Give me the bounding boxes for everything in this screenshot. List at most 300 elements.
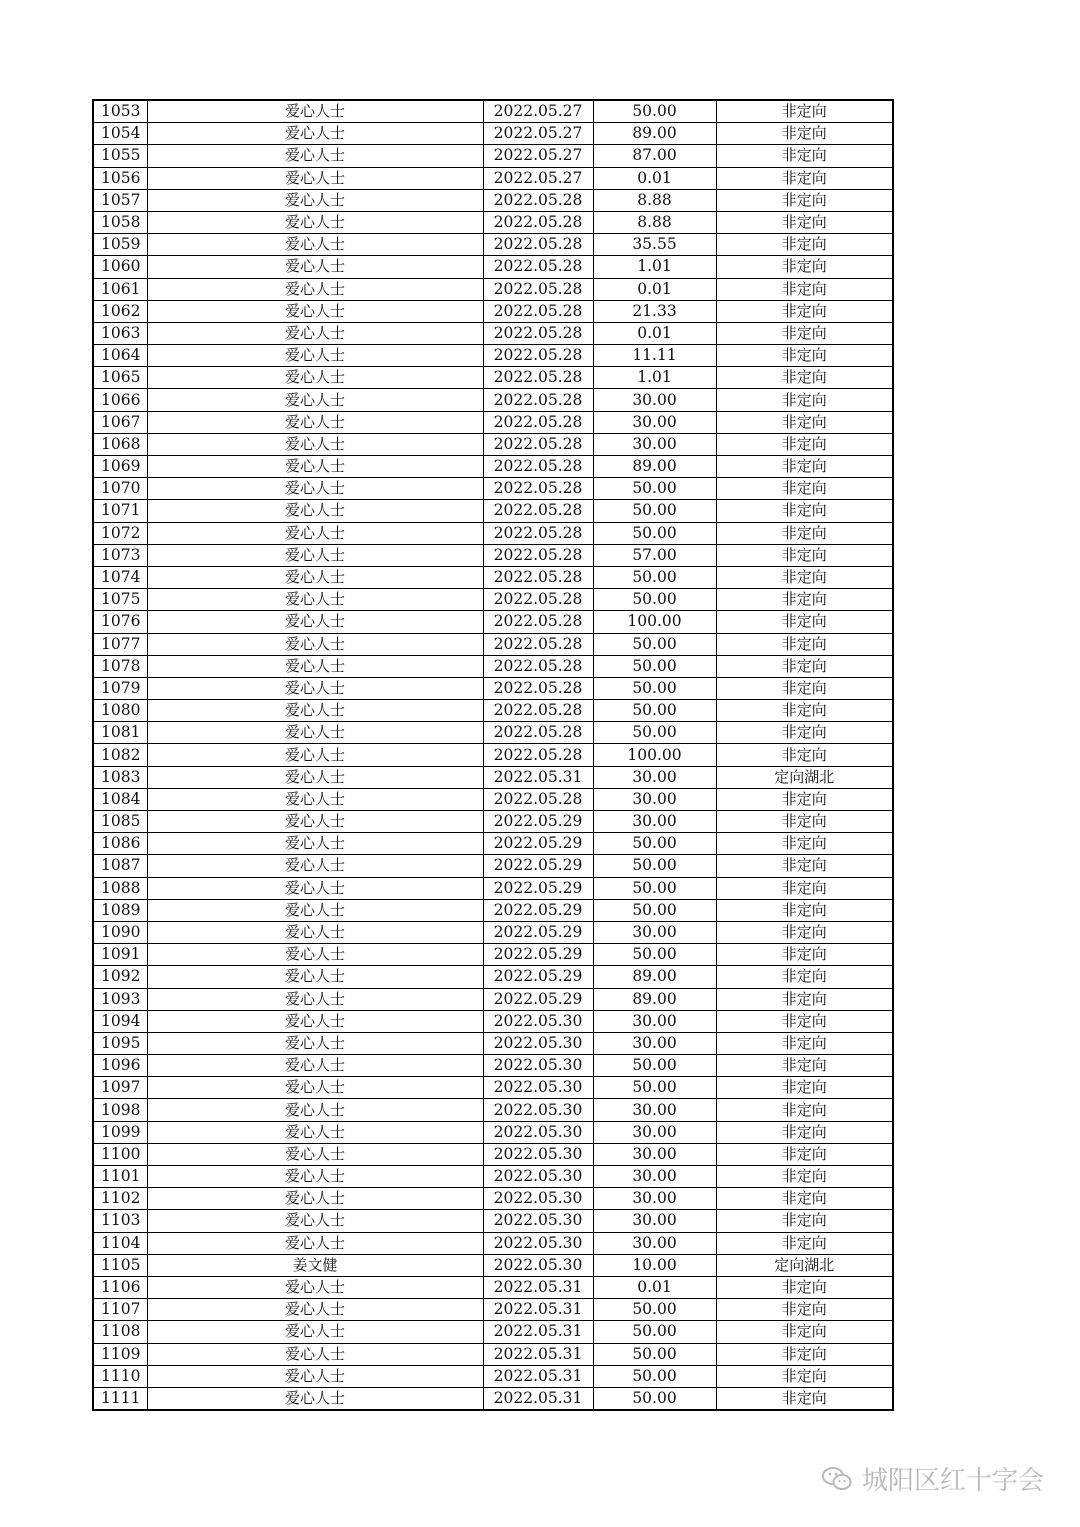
donation-date-cell: 2022.05.28	[483, 700, 593, 722]
row-number-cell: 1088	[93, 877, 147, 899]
row-number-cell: 1064	[93, 345, 147, 367]
donor-name-cell: 爱心人士	[147, 1343, 483, 1365]
donation-date-cell: 2022.05.31	[483, 1299, 593, 1321]
table-row	[93, 788, 893, 810]
donation-direction-cell: 非定向	[716, 677, 893, 699]
row-number-cell: 1067	[93, 411, 147, 433]
donation-direction-cell: 非定向	[716, 877, 893, 899]
table-row	[93, 389, 893, 411]
row-number-cell: 1095	[93, 1032, 147, 1054]
donor-name-cell: 爱心人士	[147, 145, 483, 167]
row-number-cell: 1093	[93, 988, 147, 1010]
donor-name-cell: 爱心人士	[147, 256, 483, 278]
donation-date-cell: 2022.05.27	[483, 145, 593, 167]
donation-date-cell: 2022.05.28	[483, 633, 593, 655]
table-row	[93, 1232, 893, 1254]
row-number-cell: 1105	[93, 1254, 147, 1276]
row-number-cell: 1068	[93, 433, 147, 455]
donor-name-cell: 爱心人士	[147, 1276, 483, 1298]
donation-direction-cell: 非定向	[716, 633, 893, 655]
donor-name-cell: 爱心人士	[147, 700, 483, 722]
donation-date-cell: 2022.05.29	[483, 811, 593, 833]
donation-date-cell: 2022.05.28	[483, 677, 593, 699]
donation-amount-cell: 50.00	[593, 633, 716, 655]
donor-name-cell: 爱心人士	[147, 744, 483, 766]
row-number-cell: 1082	[93, 744, 147, 766]
table-row	[93, 611, 893, 633]
row-number-cell: 1062	[93, 300, 147, 322]
donation-amount-cell: 30.00	[593, 1099, 716, 1121]
table-row	[93, 1166, 893, 1188]
donation-direction-cell: 非定向	[716, 211, 893, 233]
donation-date-cell: 2022.05.28	[483, 500, 593, 522]
donor-name-cell: 爱心人士	[147, 1055, 483, 1077]
row-number-cell: 1056	[93, 167, 147, 189]
donation-direction-cell: 非定向	[716, 1232, 893, 1254]
donation-amount-cell: 30.00	[593, 1166, 716, 1188]
donation-direction-cell: 非定向	[716, 234, 893, 256]
donor-name-cell: 爱心人士	[147, 478, 483, 500]
donation-direction-cell: 非定向	[716, 833, 893, 855]
table-row	[93, 1210, 893, 1232]
row-number-cell: 1065	[93, 367, 147, 389]
row-number-cell: 1098	[93, 1099, 147, 1121]
donation-direction-cell: 非定向	[716, 1010, 893, 1032]
donation-date-cell: 2022.05.28	[483, 522, 593, 544]
table-row	[93, 988, 893, 1010]
donation-amount-cell: 0.01	[593, 278, 716, 300]
donor-name-cell: 爱心人士	[147, 988, 483, 1010]
donor-name-cell: 爱心人士	[147, 1365, 483, 1387]
donation-date-cell: 2022.05.30	[483, 1210, 593, 1232]
donation-date-cell: 2022.05.28	[483, 411, 593, 433]
donation-amount-cell: 30.00	[593, 1232, 716, 1254]
donation-date-cell: 2022.05.29	[483, 833, 593, 855]
donor-name-cell: 爱心人士	[147, 278, 483, 300]
donation-amount-cell: 50.00	[593, 589, 716, 611]
donor-name-cell: 爱心人士	[147, 811, 483, 833]
donor-name-cell: 爱心人士	[147, 411, 483, 433]
row-number-cell: 1103	[93, 1210, 147, 1232]
donation-amount-cell: 50.00	[593, 478, 716, 500]
table-row	[93, 189, 893, 211]
donation-direction-cell: 非定向	[716, 300, 893, 322]
donation-amount-cell: 30.00	[593, 811, 716, 833]
donation-amount-cell: 50.00	[593, 522, 716, 544]
row-number-cell: 1066	[93, 389, 147, 411]
donation-amount-cell: 89.00	[593, 456, 716, 478]
donor-name-cell: 爱心人士	[147, 833, 483, 855]
donation-direction-cell: 非定向	[716, 478, 893, 500]
donor-name-cell: 爱心人士	[147, 1099, 483, 1121]
donor-name-cell: 爱心人士	[147, 921, 483, 943]
donor-name-cell: 爱心人士	[147, 1166, 483, 1188]
table-row	[93, 1032, 893, 1054]
donation-direction-cell: 非定向	[716, 589, 893, 611]
donation-amount-cell: 30.00	[593, 389, 716, 411]
row-number-cell: 1102	[93, 1188, 147, 1210]
table-row	[93, 478, 893, 500]
donation-direction-cell: 非定向	[716, 456, 893, 478]
donation-direction-cell: 非定向	[716, 811, 893, 833]
donation-date-cell: 2022.05.28	[483, 256, 593, 278]
donation-amount-cell: 50.00	[593, 500, 716, 522]
table-row	[93, 677, 893, 699]
table-row	[93, 655, 893, 677]
donation-date-cell: 2022.05.28	[483, 544, 593, 566]
donation-amount-cell: 30.00	[593, 1010, 716, 1032]
row-number-cell: 1099	[93, 1121, 147, 1143]
row-number-cell: 1096	[93, 1055, 147, 1077]
donation-direction-cell: 非定向	[716, 411, 893, 433]
donor-name-cell: 爱心人士	[147, 877, 483, 899]
donor-name-cell: 爱心人士	[147, 167, 483, 189]
donation-amount-cell: 30.00	[593, 1032, 716, 1054]
donation-amount-cell: 50.00	[593, 1299, 716, 1321]
table-row	[93, 855, 893, 877]
donor-name-cell: 爱心人士	[147, 300, 483, 322]
donation-direction-cell: 非定向	[716, 522, 893, 544]
donation-date-cell: 2022.05.28	[483, 744, 593, 766]
donation-direction-cell: 非定向	[716, 145, 893, 167]
donation-direction-cell: 非定向	[716, 1365, 893, 1387]
donation-amount-cell: 100.00	[593, 611, 716, 633]
donation-date-cell: 2022.05.28	[483, 788, 593, 810]
row-number-cell: 1094	[93, 1010, 147, 1032]
donation-amount-cell: 30.00	[593, 1143, 716, 1165]
donation-direction-cell: 定向湖北	[716, 1254, 893, 1276]
row-number-cell: 1100	[93, 1143, 147, 1165]
donation-amount-cell: 50.00	[593, 566, 716, 588]
table-row	[93, 1343, 893, 1365]
row-number-cell: 1108	[93, 1321, 147, 1343]
donation-direction-cell: 非定向	[716, 1077, 893, 1099]
donor-name-cell: 爱心人士	[147, 322, 483, 344]
donation-direction-cell: 非定向	[716, 944, 893, 966]
donor-name-cell: 爱心人士	[147, 500, 483, 522]
donor-name-cell: 爱心人士	[147, 655, 483, 677]
row-number-cell: 1054	[93, 123, 147, 145]
table-row	[93, 766, 893, 788]
donation-amount-cell: 30.00	[593, 411, 716, 433]
row-number-cell: 1075	[93, 589, 147, 611]
donation-date-cell: 2022.05.27	[483, 100, 593, 123]
table-row	[93, 123, 893, 145]
row-number-cell: 1083	[93, 766, 147, 788]
donor-name-cell: 爱心人士	[147, 1232, 483, 1254]
donation-direction-cell: 非定向	[716, 744, 893, 766]
donation-date-cell: 2022.05.28	[483, 211, 593, 233]
donation-direction-cell: 非定向	[716, 1299, 893, 1321]
donation-direction-cell: 非定向	[716, 1343, 893, 1365]
donor-name-cell: 爱心人士	[147, 1210, 483, 1232]
donation-date-cell: 2022.05.29	[483, 877, 593, 899]
ledger-body	[93, 100, 893, 1410]
donor-name-cell: 爱心人士	[147, 1143, 483, 1165]
donor-name-cell: 爱心人士	[147, 722, 483, 744]
donation-amount-cell: 50.00	[593, 1055, 716, 1077]
donation-direction-cell: 非定向	[716, 100, 893, 123]
donor-name-cell: 爱心人士	[147, 433, 483, 455]
donation-amount-cell: 21.33	[593, 300, 716, 322]
row-number-cell: 1076	[93, 611, 147, 633]
table-row	[93, 322, 893, 344]
table-row	[93, 433, 893, 455]
row-number-cell: 1097	[93, 1077, 147, 1099]
donation-amount-cell: 50.00	[593, 655, 716, 677]
donation-amount-cell: 50.00	[593, 1343, 716, 1365]
table-row	[93, 1387, 893, 1410]
row-number-cell: 1086	[93, 833, 147, 855]
donation-date-cell: 2022.05.29	[483, 899, 593, 921]
table-row	[93, 456, 893, 478]
donation-date-cell: 2022.05.29	[483, 966, 593, 988]
row-number-cell: 1101	[93, 1166, 147, 1188]
donor-name-cell: 爱心人士	[147, 1010, 483, 1032]
donation-amount-cell: 0.01	[593, 322, 716, 344]
donation-amount-cell: 30.00	[593, 766, 716, 788]
donation-direction-cell: 非定向	[716, 700, 893, 722]
table-row	[93, 167, 893, 189]
donation-amount-cell: 50.00	[593, 100, 716, 123]
donation-direction-cell: 非定向	[716, 367, 893, 389]
donor-name-cell: 姜文健	[147, 1254, 483, 1276]
donation-amount-cell: 100.00	[593, 744, 716, 766]
donor-name-cell: 爱心人士	[147, 944, 483, 966]
donation-amount-cell: 30.00	[593, 788, 716, 810]
donation-amount-cell: 87.00	[593, 145, 716, 167]
row-number-cell: 1106	[93, 1276, 147, 1298]
donation-direction-cell: 非定向	[716, 611, 893, 633]
donation-date-cell: 2022.05.27	[483, 123, 593, 145]
row-number-cell: 1080	[93, 700, 147, 722]
table-row	[93, 566, 893, 588]
donation-direction-cell: 非定向	[716, 278, 893, 300]
table-row	[93, 1099, 893, 1121]
table-row	[93, 633, 893, 655]
donation-amount-cell: 50.00	[593, 1077, 716, 1099]
donation-direction-cell: 非定向	[716, 322, 893, 344]
donation-direction-cell: 非定向	[716, 1166, 893, 1188]
donation-date-cell: 2022.05.28	[483, 300, 593, 322]
table-row	[93, 1121, 893, 1143]
donation-direction-cell: 非定向	[716, 1099, 893, 1121]
donor-name-cell: 爱心人士	[147, 677, 483, 699]
donation-ledger-table	[92, 99, 894, 1411]
row-number-cell: 1091	[93, 944, 147, 966]
row-number-cell: 1055	[93, 145, 147, 167]
donation-amount-cell: 50.00	[593, 722, 716, 744]
row-number-cell: 1079	[93, 677, 147, 699]
donation-direction-cell: 非定向	[716, 1143, 893, 1165]
donor-name-cell: 爱心人士	[147, 899, 483, 921]
donor-name-cell: 爱心人士	[147, 389, 483, 411]
donation-amount-cell: 30.00	[593, 1121, 716, 1143]
donor-name-cell: 爱心人士	[147, 788, 483, 810]
donation-amount-cell: 50.00	[593, 1321, 716, 1343]
donation-date-cell: 2022.05.31	[483, 766, 593, 788]
row-number-cell: 1071	[93, 500, 147, 522]
table-row	[93, 256, 893, 278]
donation-date-cell: 2022.05.30	[483, 1010, 593, 1032]
donation-date-cell: 2022.05.28	[483, 189, 593, 211]
donation-amount-cell: 50.00	[593, 1387, 716, 1410]
donation-date-cell: 2022.05.28	[483, 433, 593, 455]
donation-direction-cell: 非定向	[716, 123, 893, 145]
donor-name-cell: 爱心人士	[147, 1299, 483, 1321]
donation-direction-cell: 非定向	[716, 655, 893, 677]
row-number-cell: 1089	[93, 899, 147, 921]
donor-name-cell: 爱心人士	[147, 566, 483, 588]
donation-amount-cell: 50.00	[593, 944, 716, 966]
row-number-cell: 1111	[93, 1387, 147, 1410]
donation-date-cell: 2022.05.31	[483, 1276, 593, 1298]
donation-direction-cell: 非定向	[716, 722, 893, 744]
donation-amount-cell: 89.00	[593, 988, 716, 1010]
donation-direction-cell: 非定向	[716, 256, 893, 278]
table-row	[93, 722, 893, 744]
table-row	[93, 345, 893, 367]
table-row	[93, 544, 893, 566]
donation-amount-cell: 89.00	[593, 123, 716, 145]
row-number-cell: 1061	[93, 278, 147, 300]
donation-direction-cell: 非定向	[716, 1276, 893, 1298]
watermark-text: 城阳区红十字会	[861, 1466, 1044, 1496]
donation-date-cell: 2022.05.30	[483, 1077, 593, 1099]
row-number-cell: 1053	[93, 100, 147, 123]
table-row	[93, 1188, 893, 1210]
donation-date-cell: 2022.05.29	[483, 921, 593, 943]
table-row	[93, 411, 893, 433]
donation-direction-cell: 非定向	[716, 988, 893, 1010]
donor-name-cell: 爱心人士	[147, 611, 483, 633]
donation-date-cell: 2022.05.28	[483, 655, 593, 677]
donation-date-cell: 2022.05.28	[483, 389, 593, 411]
table-row	[93, 700, 893, 722]
donation-date-cell: 2022.05.28	[483, 322, 593, 344]
donation-amount-cell: 50.00	[593, 855, 716, 877]
donation-direction-cell: 非定向	[716, 544, 893, 566]
donor-name-cell: 爱心人士	[147, 522, 483, 544]
table-row	[93, 1143, 893, 1165]
table-row	[93, 1055, 893, 1077]
donor-name-cell: 爱心人士	[147, 123, 483, 145]
donor-name-cell: 爱心人士	[147, 1121, 483, 1143]
donation-date-cell: 2022.05.30	[483, 1232, 593, 1254]
donation-direction-cell: 非定向	[716, 189, 893, 211]
donation-date-cell: 2022.05.28	[483, 367, 593, 389]
row-number-cell: 1070	[93, 478, 147, 500]
donation-direction-cell: 非定向	[716, 1387, 893, 1410]
row-number-cell: 1078	[93, 655, 147, 677]
account-watermark	[822, 1460, 1044, 1497]
table-row	[93, 877, 893, 899]
table-row	[93, 589, 893, 611]
donation-date-cell: 2022.05.28	[483, 478, 593, 500]
donation-date-cell: 2022.05.31	[483, 1365, 593, 1387]
donor-name-cell: 爱心人士	[147, 211, 483, 233]
donor-name-cell: 爱心人士	[147, 544, 483, 566]
donation-date-cell: 2022.05.28	[483, 456, 593, 478]
table-row	[93, 211, 893, 233]
row-number-cell: 1092	[93, 966, 147, 988]
table-row	[93, 278, 893, 300]
donor-name-cell: 爱心人士	[147, 966, 483, 988]
row-number-cell: 1057	[93, 189, 147, 211]
donor-name-cell: 爱心人士	[147, 766, 483, 788]
donor-name-cell: 爱心人士	[147, 456, 483, 478]
table-row	[93, 1010, 893, 1032]
table-row	[93, 500, 893, 522]
donation-date-cell: 2022.05.28	[483, 278, 593, 300]
row-number-cell: 1104	[93, 1232, 147, 1254]
row-number-cell: 1072	[93, 522, 147, 544]
donor-name-cell: 爱心人士	[147, 100, 483, 123]
donor-name-cell: 爱心人士	[147, 1188, 483, 1210]
donation-direction-cell: 非定向	[716, 167, 893, 189]
donation-date-cell: 2022.05.29	[483, 944, 593, 966]
row-number-cell: 1077	[93, 633, 147, 655]
row-number-cell: 1087	[93, 855, 147, 877]
donation-amount-cell: 1.01	[593, 256, 716, 278]
donation-amount-cell: 8.88	[593, 211, 716, 233]
donation-date-cell: 2022.05.31	[483, 1387, 593, 1410]
donation-direction-cell: 非定向	[716, 1032, 893, 1054]
donor-name-cell: 爱心人士	[147, 855, 483, 877]
table-row	[93, 300, 893, 322]
donor-name-cell: 爱心人士	[147, 367, 483, 389]
row-number-cell: 1084	[93, 788, 147, 810]
donation-direction-cell: 非定向	[716, 500, 893, 522]
donor-name-cell: 爱心人士	[147, 1387, 483, 1410]
donation-amount-cell: 50.00	[593, 899, 716, 921]
donation-direction-cell: 非定向	[716, 1121, 893, 1143]
donation-amount-cell: 11.11	[593, 345, 716, 367]
donation-direction-cell: 非定向	[716, 566, 893, 588]
donation-amount-cell: 50.00	[593, 700, 716, 722]
donation-amount-cell: 30.00	[593, 433, 716, 455]
table-row	[93, 811, 893, 833]
donation-date-cell: 2022.05.30	[483, 1254, 593, 1276]
table-row	[93, 944, 893, 966]
row-number-cell: 1074	[93, 566, 147, 588]
donor-name-cell: 爱心人士	[147, 589, 483, 611]
donation-date-cell: 2022.05.28	[483, 234, 593, 256]
donation-direction-cell: 非定向	[716, 966, 893, 988]
donation-date-cell: 2022.05.30	[483, 1055, 593, 1077]
donor-name-cell: 爱心人士	[147, 1321, 483, 1343]
donor-name-cell: 爱心人士	[147, 234, 483, 256]
row-number-cell: 1059	[93, 234, 147, 256]
donation-direction-cell: 定向湖北	[716, 766, 893, 788]
donation-amount-cell: 50.00	[593, 677, 716, 699]
donor-name-cell: 爱心人士	[147, 189, 483, 211]
donation-date-cell: 2022.05.29	[483, 855, 593, 877]
donation-direction-cell: 非定向	[716, 921, 893, 943]
table-row	[93, 234, 893, 256]
donation-date-cell: 2022.05.30	[483, 1143, 593, 1165]
row-number-cell: 1109	[93, 1343, 147, 1365]
donation-date-cell: 2022.05.28	[483, 722, 593, 744]
donation-date-cell: 2022.05.30	[483, 1099, 593, 1121]
row-number-cell: 1069	[93, 456, 147, 478]
donation-amount-cell: 8.88	[593, 189, 716, 211]
donation-direction-cell: 非定向	[716, 788, 893, 810]
row-number-cell: 1107	[93, 1299, 147, 1321]
row-number-cell: 1060	[93, 256, 147, 278]
donation-direction-cell: 非定向	[716, 345, 893, 367]
table-row	[93, 1365, 893, 1387]
